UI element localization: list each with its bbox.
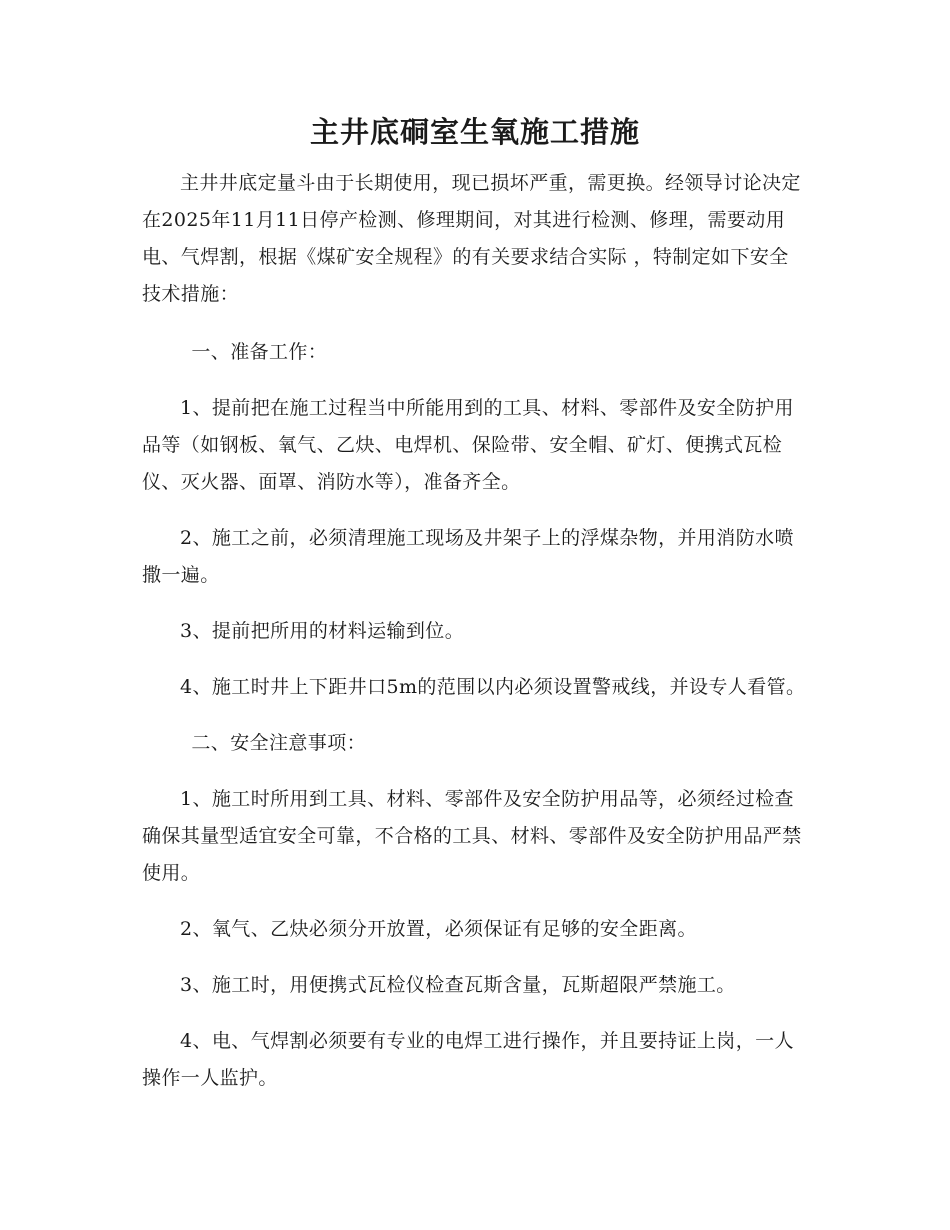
list-item: 3、提前把所用的材料运输到位。 (180, 620, 465, 642)
list-item: 2、氧气、乙炔必须分开放置，必须保证有足够的安全距离。 (180, 918, 697, 940)
list-item: 2、施工之前，必须清理施工现场及井架子上的浮煤杂物，并用消防水喷撒一遍。 (142, 527, 794, 586)
document-title: 主井底硐室生氧施工措施 (309, 115, 640, 149)
list-item: 4、施工时井上下距井口5m的范围以内必须设置警戒线，并设专人看管。 (180, 676, 806, 698)
list-item: 4、电、气焊割必须要有专业的电焊工进行操作，并且要持证上岗，一人操作一人监护。 (142, 1030, 794, 1089)
list-item: 1、施工时所用到工具、材料、零部件及安全防护用品等，必须经过检查确保其量型适宜安全可靠，不合格的工具、材料、零部件及安全防护用品严禁使用。 (142, 788, 802, 884)
list-item: 1、提前把在施工过程当中所能用到的工具、材料、零部件及安全防护用品等（如钢板、氧气、乙炔、电焊机、保险带、安全帽、矿灯、便携式瓦检仪、灭火器、面罩、消防水等），准备齐全。 (142, 397, 794, 493)
section-heading-preparation: 一、准备工作： (191, 341, 328, 363)
document-body (142, 165, 806, 1116)
intro-paragraph: 主井井底定量斗由于长期使用，现已损坏严重，需更换。经领导讨论决定在2025年11月11日停产检测、修理期间，对其进行检测、修理，需要动用电、气焊割，根据《煤矿安全规程》的有关要求结合实际 ，特制定如下安全技术措施： (142, 172, 801, 305)
section-heading-safety: 二、安全注意事项： (191, 732, 366, 754)
list-item: 3、施工时，用便携式瓦检仪检查瓦斯含量，瓦斯超限严禁施工。 (180, 974, 736, 996)
